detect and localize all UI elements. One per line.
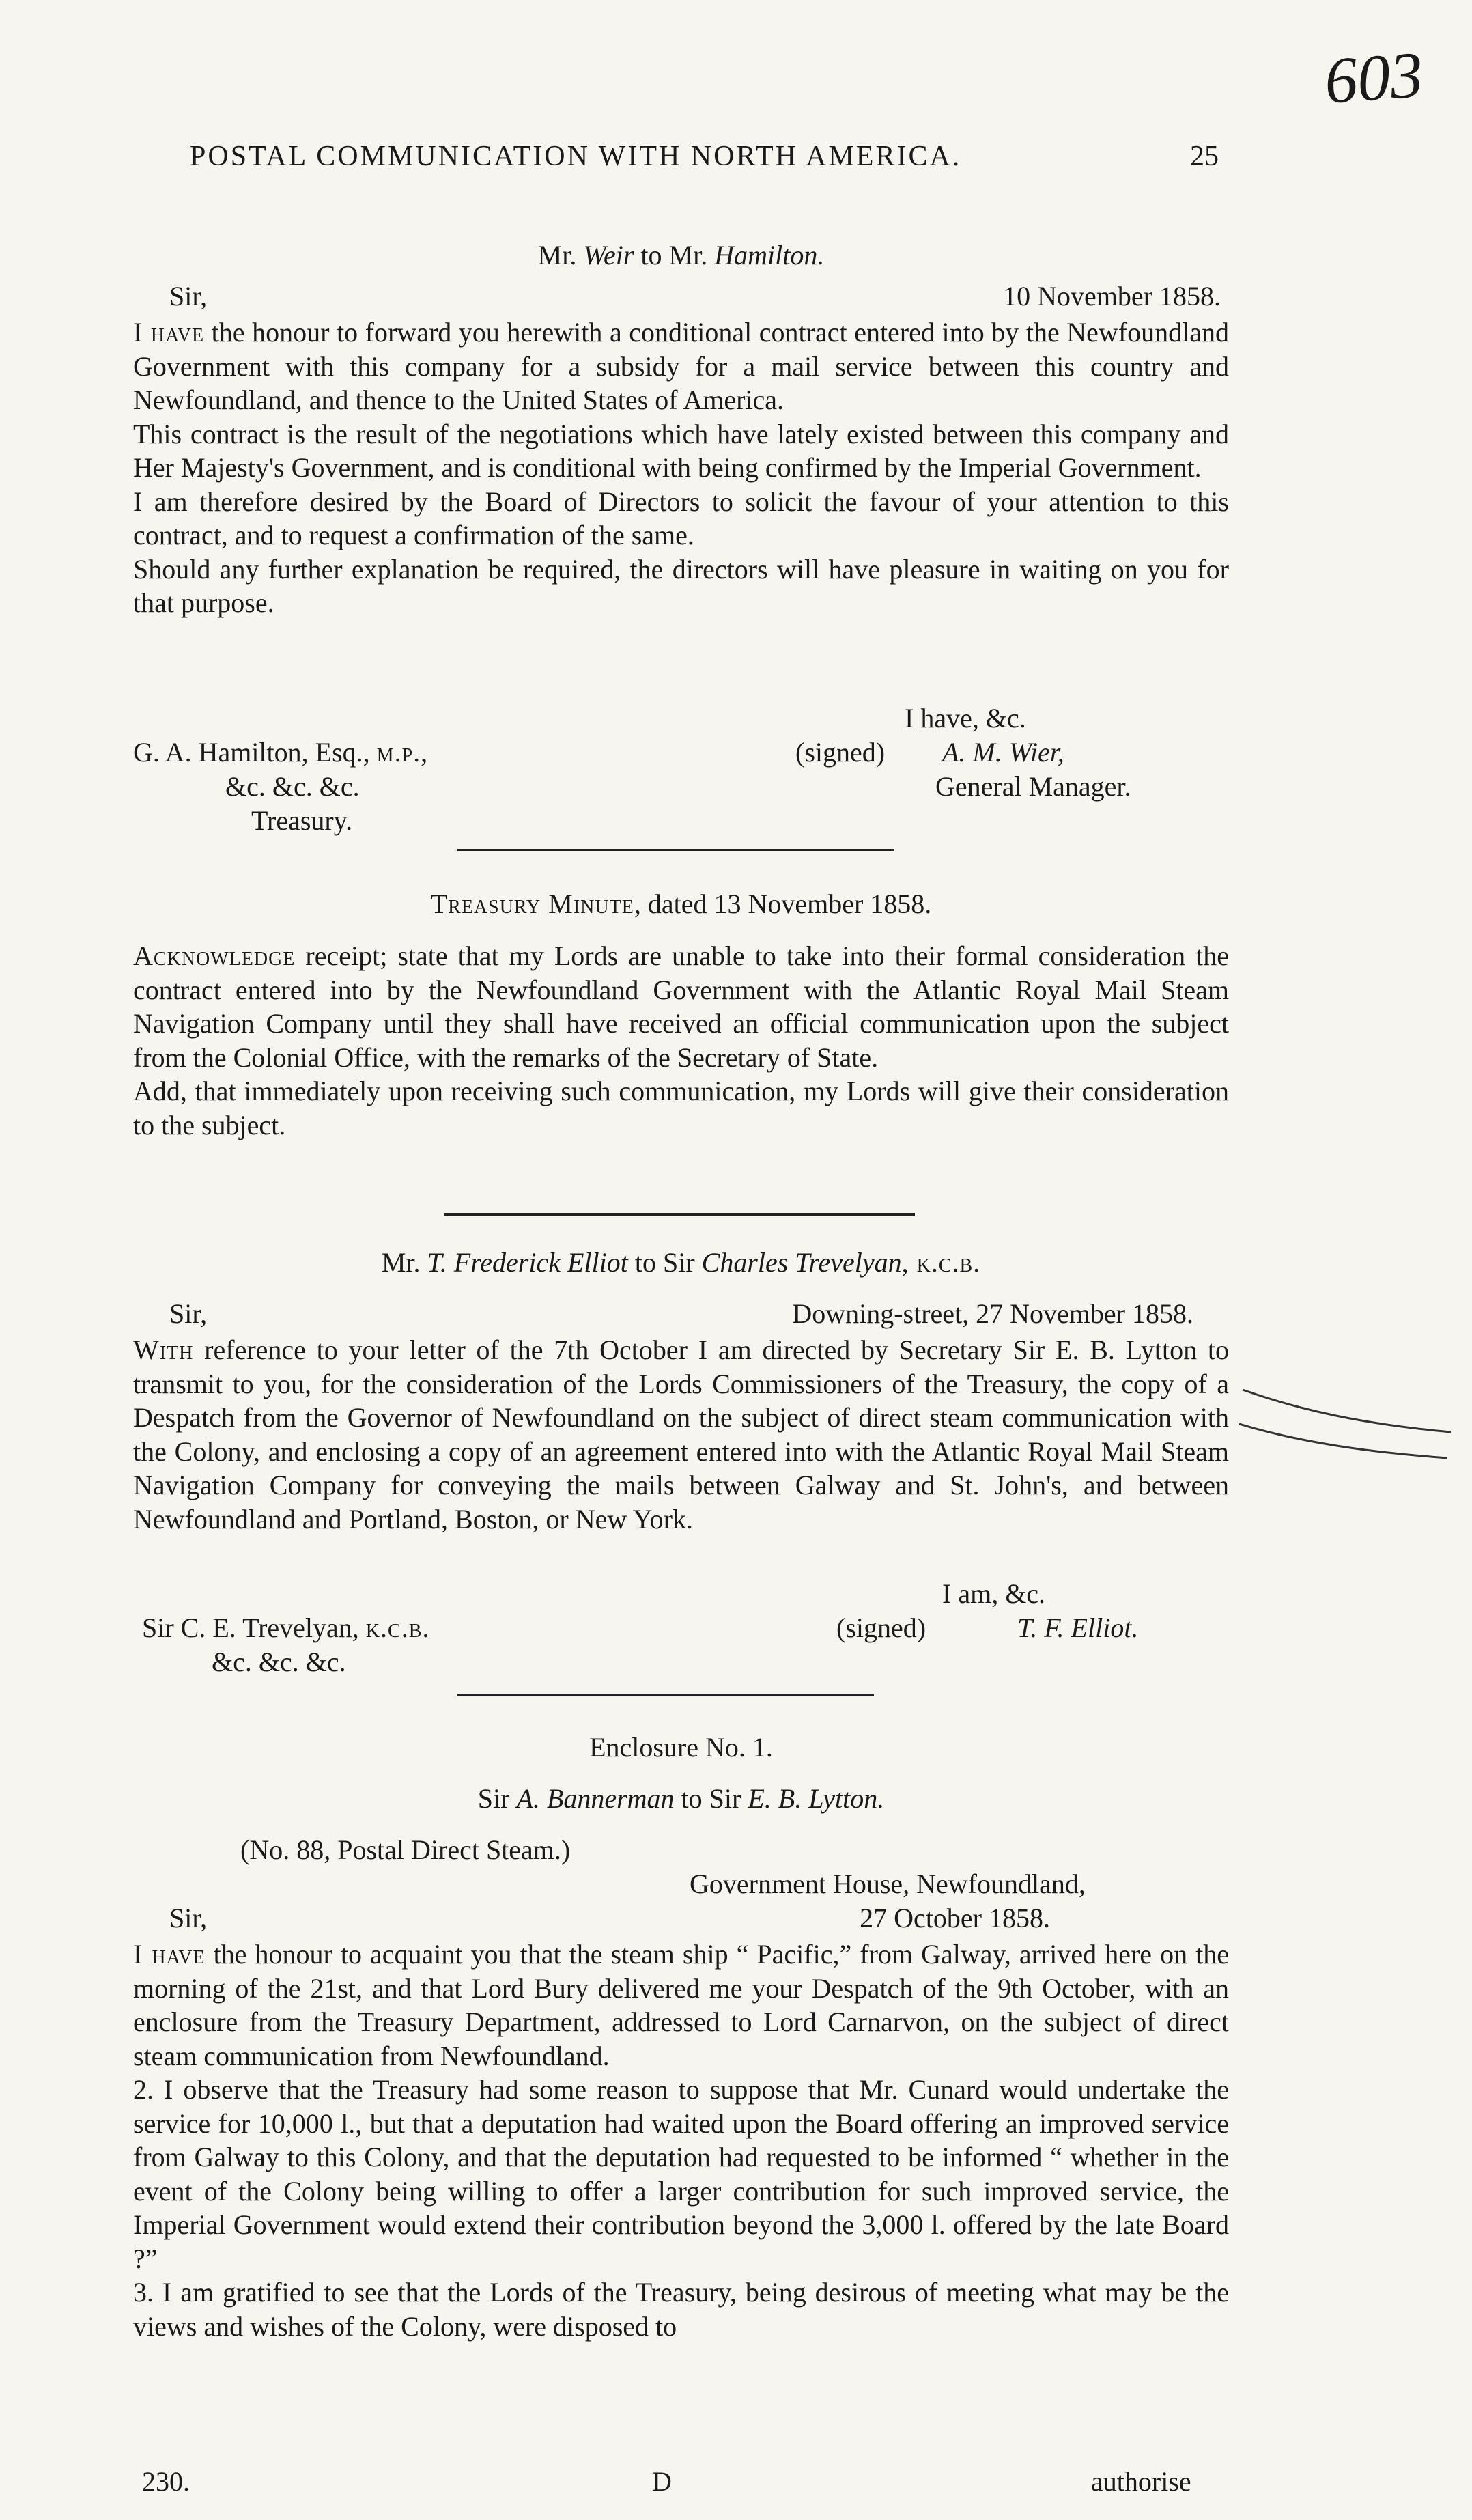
letter2-date: Downing-street, 27 November 1858. — [792, 1298, 1193, 1329]
letter1-signed: (signed) — [795, 737, 886, 768]
letter2-addressee: Sir C. E. Trevelyan, k.c.b. — [142, 1612, 430, 1643]
letter1-salutation-row — [169, 280, 1221, 314]
letter1-addressee: G. A. Hamilton, Esq., m.p., — [133, 737, 429, 768]
minute-paragraph-2: Add, that immediately upon receiving such communication, my Lords will give their consideration to the subject. — [133, 1076, 1229, 1140]
minute-heading: Treasury Minute, dated 13 November 1858. — [430, 888, 932, 919]
page-number: 25 — [1190, 141, 1219, 172]
letter1-paragraph-3: I am therefore desired by the Board of Directors to solicit the favour of your attention to this contract, and to request a confirmation of the same. — [133, 486, 1229, 550]
enclosure-paragraph-1: I have the honour to acquaint you that the steam ship “ Pacific,” from Galway, arrived here on the morning of the 21st, and that Lord Bury delivered me your Despatch of the 9th October, with an enclosure from the Treasury Department, addressed to Lord Carnarvon, on the subject of direct steam communication from Newfoundland. — [133, 1939, 1230, 2071]
letter1-date: 10 November 1858. — [1003, 281, 1221, 311]
letter2-signed: (signed) — [836, 1612, 926, 1643]
handwritten-page-number: 603 — [1322, 38, 1426, 117]
minute-paragraph-1: Acknowledge receipt; state that my Lords are unable to take into their formal consideration the contract entered into by the Newfoundland Government with the Atlantic Royal Mail Steam Navigation Company until they shall have received an official communication upon the subject from the Colonial Office, with the remarks of the Secretary of State. — [133, 940, 1229, 1073]
letter1-salutation: Sir, — [169, 281, 208, 311]
enclosure-place: Government House, Newfoundland, — [690, 1868, 1086, 1899]
letter1-paragraph-4: Should any further explanation be required, the directors will have pleasure in waiting on you for that purpose. — [133, 553, 1229, 618]
running-head: POSTAL COMMUNICATION WITH NORTH AMERICA. — [190, 141, 962, 172]
letter2-signer: T. F. Elliot. — [1017, 1612, 1139, 1643]
section-divider — [457, 1694, 874, 1696]
footer-catchword: authorise — [1091, 2466, 1191, 2497]
enclosure-body — [133, 1937, 1229, 2343]
enclosure-reference: (No. 88, Postal Direct Steam.) — [240, 1834, 571, 1865]
section-divider — [457, 849, 894, 851]
letter2-body — [133, 1333, 1229, 1536]
footer-signature-mark: D — [652, 2466, 672, 2497]
letter2-paragraph-1: With reference to your letter of the 7th October I am directed by Secretary Sir E. B. Lytton to transmit to you, for the consideration of the Lords Commissioners of the Treasury, the copy of a Despatch from the Governor of Newfoundland on the subject of direct steam communication with the Colony, and enclosing a copy of an agreement entered into with the Atlantic Royal Mail Steam Navigation Company for conveying the mails between Galway and St. John's, and between Newfoundland and Portland, Boston, or New York. — [133, 1334, 1229, 1535]
enclosure-heading: Sir A. Bannerman to Sir E. B. Lytton. — [477, 1783, 885, 1814]
letter2-salutation-row — [169, 1298, 1193, 1332]
letter2-addressee-etc: &c. &c. &c. — [212, 1647, 346, 1677]
letter1-paragraph-1: I have the honour to forward you herewith a conditional contract entered into by the Newfoundland Government with this company for a subsidy for a mail service between this country and Newfoundland, and thence to the United States of America. — [133, 317, 1229, 415]
enclosure-salutation: Sir, — [169, 1903, 208, 1933]
letter2-closing: I am, &c. — [942, 1578, 1046, 1609]
enclosure-salutation-row — [169, 1902, 1193, 1936]
letter1-heading: Mr. Weir to Mr. Hamilton. — [537, 240, 825, 270]
letter2-salutation: Sir, — [169, 1298, 208, 1329]
letter1-signer: A. M. Wier, — [942, 737, 1064, 768]
letter1-addressee-office: Treasury. — [251, 805, 353, 836]
enclosure-paragraph-2: 2. I observe that the Treasury had some reason to suppose that Mr. Cunard would undertake the service for 10,000 l., but that a deputation had waited upon the Board offering an improved service from Galway to this Colony, and that the deputation had requested to be informed “ whether in the event of the Colony being willing to offer a larger contribution for such improved service, the Imperial Government would extend their contribution beyond the 3,000 l. offered by the late Board ?” — [133, 2074, 1229, 2274]
margin-pencil-mark — [1239, 1383, 1458, 1465]
letter1-signer-title: General Manager. — [935, 771, 1131, 802]
enclosure-title: Enclosure No. 1. — [589, 1732, 773, 1763]
letter1-paragraph-2: This contract is the result of the negotiations which have lately existed between this company and Her Majesty's Government, and is conditional with being confirmed by the Imperial Government. — [133, 418, 1229, 483]
letter1-closing: I have, &c. — [905, 703, 1026, 733]
letter1-body — [133, 316, 1229, 620]
footer-number: 230. — [142, 2466, 190, 2497]
minute-body — [133, 939, 1229, 1142]
section-divider — [444, 1213, 915, 1216]
enclosure-date: 27 October 1858. — [860, 1903, 1050, 1933]
letter2-heading: Mr. T. Frederick Elliot to Sir Charles Trevelyan, k.c.b. — [381, 1247, 981, 1278]
letter1-addressee-etc: &c. &c. &c. — [225, 771, 360, 802]
enclosure-paragraph-3: 3. I am gratified to see that the Lords of the Treasury, being desirous of meeting what may be the views and wishes of the Colony, were disposed to — [133, 2277, 1229, 2342]
